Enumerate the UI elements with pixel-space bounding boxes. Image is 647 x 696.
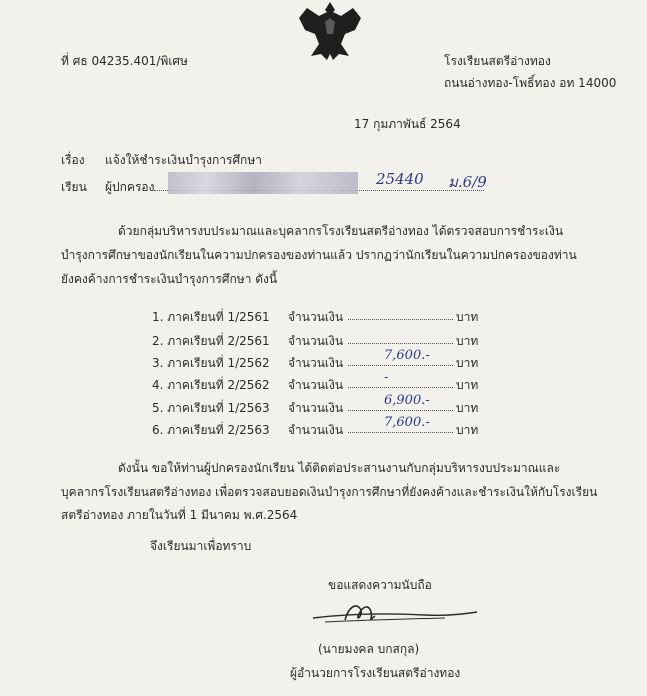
fee-amount-value: -	[384, 370, 389, 385]
fee-unit: บาท	[456, 423, 479, 437]
fee-amount-value: 7,600.-	[384, 415, 430, 430]
fee-semester: 1. ภาคเรียนที่ 1/2561	[152, 310, 270, 324]
fee-dotted-line	[348, 387, 453, 388]
fee-semester: 3. ภาคเรียนที่ 1/2562	[152, 356, 270, 370]
fee-dotted-line	[348, 432, 453, 433]
school-address: ถนนอ่างทอง-โพธิ์ทอง อท 14000	[444, 76, 617, 90]
recipient-label: เรียน	[61, 180, 87, 194]
fee-dotted-line	[348, 410, 453, 411]
signer-name: (นายมงคล บกสกุล)	[318, 642, 420, 656]
fee-amount-label: จำนวนเงิน	[288, 401, 344, 415]
fee-unit: บาท	[456, 356, 479, 370]
closing-regards: ขอแสดงความนับถือ	[328, 578, 432, 592]
signature-graphic	[305, 596, 485, 630]
fee-dotted-line	[348, 319, 453, 320]
fee-unit: บาท	[456, 310, 479, 324]
fee-amount-value: 7,600.-	[384, 348, 430, 363]
subject-text: แจ้งให้ชำระเงินบำรุงการศึกษา	[105, 153, 262, 167]
fee-semester: 5. ภาคเรียนที่ 1/2563	[152, 401, 270, 415]
fee-amount-label: จำนวนเงิน	[288, 378, 344, 392]
fee-dotted-line	[348, 365, 453, 366]
fee-row	[152, 308, 482, 328]
handwritten-student-id: 25440	[376, 170, 424, 188]
signer-title: ผู้อำนวยการโรงเรียนสตรีอ่างทอง	[290, 666, 461, 680]
fee-unit: บาท	[456, 401, 479, 415]
fee-amount-label: จำนวนเงิน	[288, 423, 344, 437]
recipient-text: ผู้ปกครอง	[105, 178, 484, 197]
body-para1-line2: บำรุงการศึกษาของนักเรียนในความปกครองของท่านแล้ว ปรากฏว่านักเรียนในความปกครองของท่าน	[61, 248, 577, 262]
body-para2-line2: บุคลากรโรงเรียนสตรีอ่างทอง เพื่อตรวจสอบยอดเงินบำรุงการศึกษาที่ยังคงค้างและชำระเงินให้กับโรงเรียน	[61, 485, 598, 499]
letter-date: 17 กุมภาพันธ์ 2564	[354, 117, 461, 131]
fee-row	[152, 393, 482, 419]
garuda-emblem-icon	[295, 0, 365, 62]
redacted-name	[168, 172, 358, 194]
fee-amount-label: จำนวนเงิน	[288, 310, 344, 324]
body-para1-line1: ด้วยกลุ่มบริหารงบประมาณและบุคลากรโรงเรียนสตรีอ่างทอง ได้ตรวจสอบการชำระเงิน	[118, 224, 564, 238]
fee-semester: 4. ภาคเรียนที่ 2/2562	[152, 378, 270, 392]
fee-row	[152, 348, 482, 374]
reference-number: ที่ ศธ 04235.401/พิเศษ	[61, 54, 188, 68]
subject-label: เรื่อง	[61, 153, 85, 167]
fee-row	[152, 415, 482, 441]
body-para1-line3: ยังคงค้างการชำระเงินบำรุงการศึกษา ดังนี้	[61, 272, 278, 286]
fee-semester: 2. ภาคเรียนที่ 2/2561	[152, 334, 270, 348]
school-name: โรงเรียนสตรีอ่างทอง	[444, 54, 551, 68]
fee-amount-label: จำนวนเงิน	[288, 334, 344, 348]
fee-unit: บาท	[456, 334, 479, 348]
fee-dotted-line	[348, 343, 453, 344]
handwritten-class: ม.6/9	[448, 173, 487, 191]
fee-unit: บาท	[456, 378, 479, 392]
fee-row	[152, 370, 482, 396]
fee-semester: 6. ภาคเรียนที่ 2/2563	[152, 423, 270, 437]
fee-amount-value: 6,900.-	[384, 393, 430, 408]
closing-inform: จึงเรียนมาเพื่อทราบ	[150, 539, 252, 553]
body-para2-line3: สตรีอ่างทอง ภายในวันที่ 1 มีนาคม พ.ศ.2564	[61, 508, 298, 522]
body-para2-line1: ดังนั้น ขอให้ท่านผู้ปกครองนักเรียน ได้ติดต่อประสานงานกับกลุ่มบริหารงบประมาณและ	[118, 461, 561, 475]
fee-amount-label: จำนวนเงิน	[288, 356, 344, 370]
fee-row	[152, 332, 482, 352]
